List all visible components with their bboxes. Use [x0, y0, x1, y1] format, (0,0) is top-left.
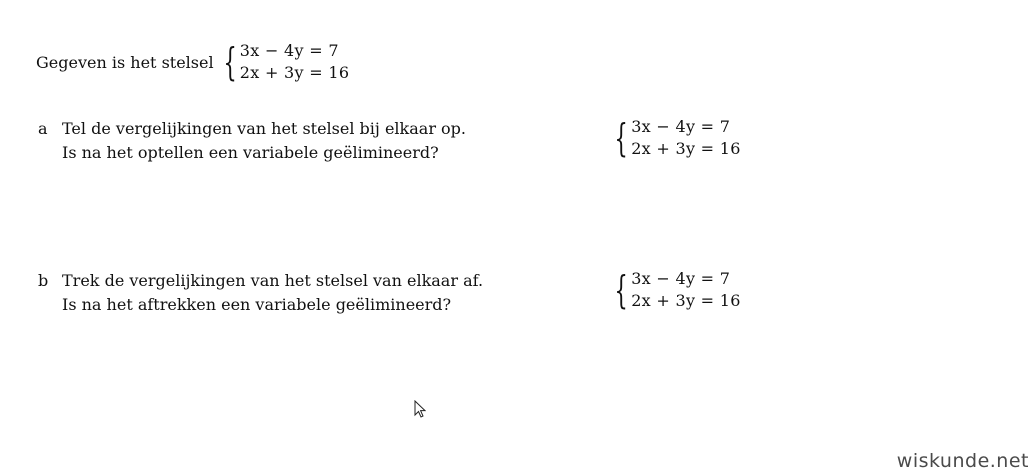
equation-2: 2x + 3y = 16 — [631, 291, 741, 310]
question-a-equations — [631, 116, 741, 160]
question-letter: b — [38, 271, 49, 290]
question-letter: a — [38, 119, 48, 138]
question-line-1: Trek de vergelijkingen van het stelsel van elkaar af. — [62, 271, 484, 290]
equation-2: 2x + 3y = 16 — [239, 63, 350, 82]
question-text — [62, 117, 466, 165]
intro-text: Gegeven is het stelsel — [36, 52, 214, 72]
intro — [36, 40, 349, 84]
equation-2: 2x + 3y = 16 — [631, 139, 741, 158]
left-brace-icon: { — [614, 268, 628, 312]
left-brace-icon: { — [223, 40, 237, 84]
equation-1: 3x − 4y = 7 — [631, 269, 731, 288]
question-b-system — [609, 266, 741, 314]
question-line-2: Is na het optellen een variabele geëlimineerd? — [62, 143, 439, 162]
equation-1: 3x − 4y = 7 — [239, 41, 339, 60]
equation-1: 3x − 4y = 7 — [631, 117, 731, 136]
watermark: wiskunde.net — [896, 450, 1029, 472]
question-line-2: Is na het aftrekken een variabele geëlimineerd? — [62, 295, 452, 314]
mouse-pointer-icon — [414, 400, 426, 418]
left-brace-icon: { — [614, 116, 628, 160]
question-line-1: Tel de vergelijkingen van het stelsel bij elkaar op. — [62, 119, 467, 138]
question-b-equations — [631, 268, 741, 312]
intro-equations — [240, 40, 350, 84]
intro-system — [218, 40, 350, 84]
question-a-system — [609, 114, 741, 162]
question-text — [62, 269, 483, 317]
